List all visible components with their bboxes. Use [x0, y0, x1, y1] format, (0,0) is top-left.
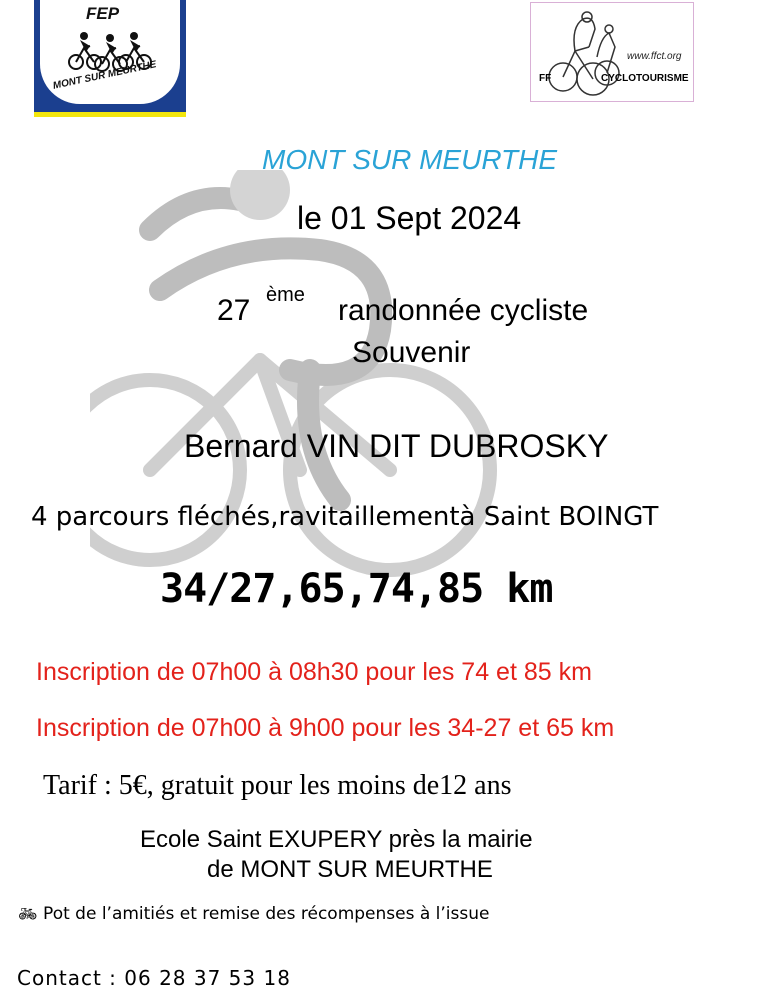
cyclists-sketch-icon: [545, 7, 621, 99]
fep-logo-subtitle: MONT SUR MEURTHE: [52, 59, 158, 92]
souvenir-label: Souvenir: [352, 336, 471, 369]
honoree-name: Bernard VIN DIT DUBROSKY: [184, 428, 609, 464]
closing-text: Pot de l’amitiés et remise des récompenses à l’issue: [43, 904, 490, 924]
bicycle-icon: 🚲︎: [18, 905, 38, 923]
contact-phone: Contact : 06 28 37 53 18: [17, 966, 291, 990]
ffct-url: www.ffct.org: [627, 51, 682, 62]
ffct-ff: FF: [539, 73, 552, 84]
edition-suffix: ème: [266, 284, 305, 306]
fep-logo-title: FEP: [86, 4, 120, 23]
ffct-cyclotourisme: CYCLOTOURISME: [601, 73, 689, 84]
fep-logo: [34, 0, 186, 118]
registration-short-routes: Inscription de 07h00 à 9h00 pour les 34-27 et 65 km: [36, 714, 615, 742]
ffct-logo: [530, 2, 694, 102]
town-heading: MONT SUR MEURTHE: [262, 144, 558, 175]
distances-heading: 34/27,65,74,85 km: [160, 566, 553, 612]
edition-text: randonnée cycliste: [338, 294, 589, 327]
edition-number: 27: [217, 294, 251, 327]
venue-line-1: Ecole Saint EXUPERY près la mairie: [140, 826, 533, 853]
routes-info: 4 parcours fléchés,ravitaillementà Saint BOINGT: [31, 502, 659, 532]
closing-note: [18, 904, 489, 924]
venue-line-2: de MONT SUR MEURTHE: [207, 856, 493, 883]
event-date: le 01 Sept 2024: [297, 200, 522, 236]
price-info: Tarif : 5€, gratuit pour les moins de12 ans: [43, 770, 512, 801]
registration-long-routes: Inscription de 07h00 à 08h30 pour les 74 et 85 km: [36, 658, 592, 686]
